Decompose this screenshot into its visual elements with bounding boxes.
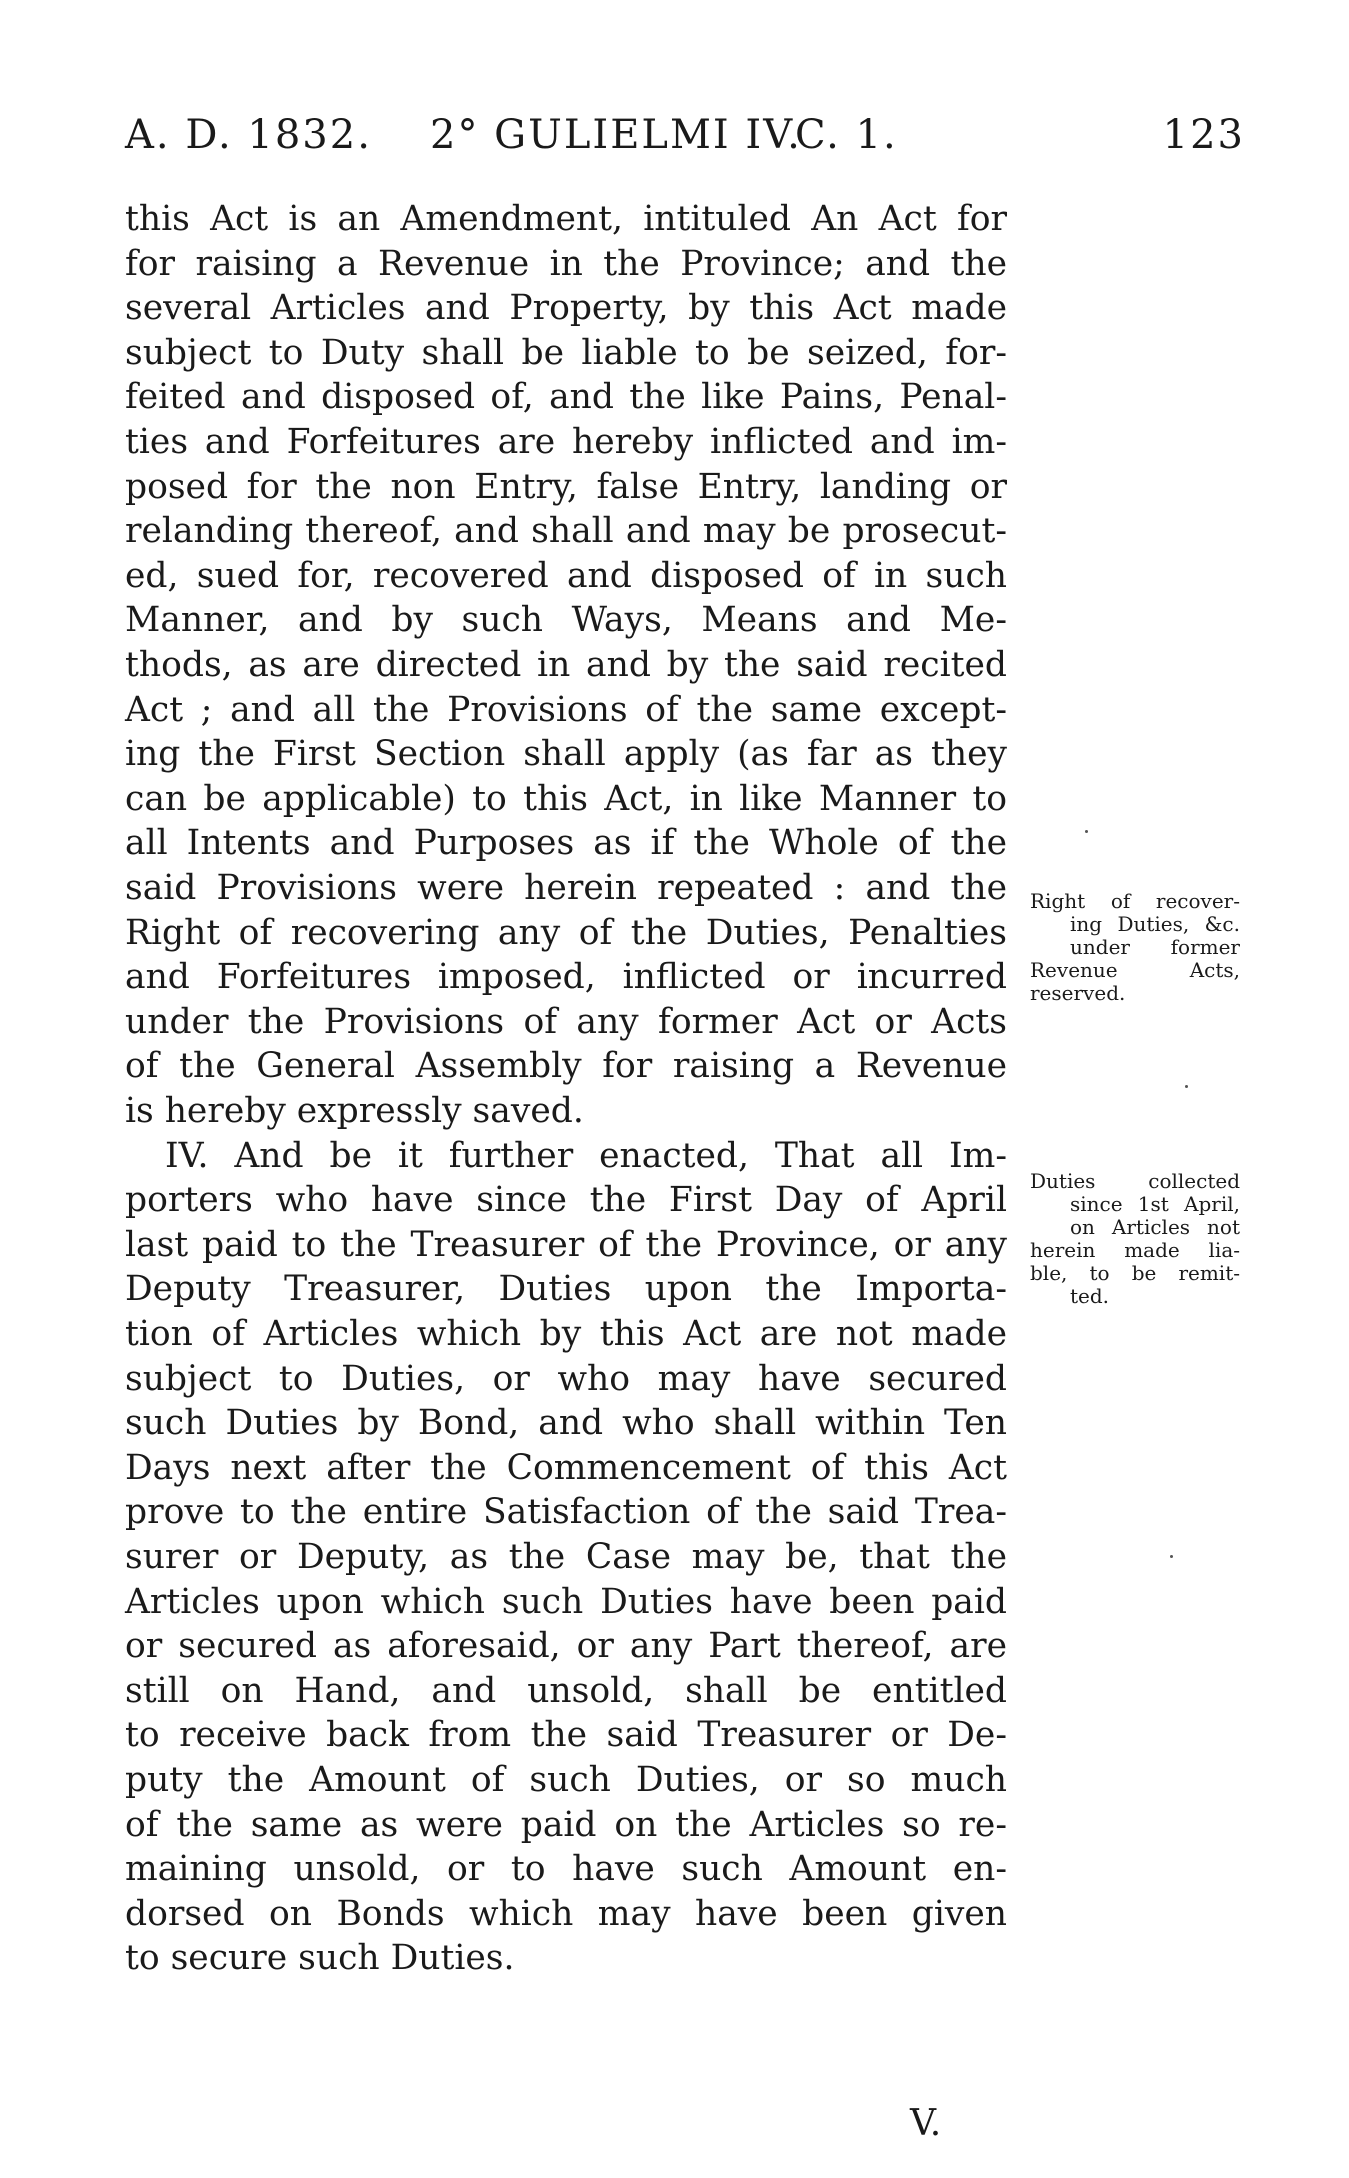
running-header [125,112,1245,172]
text-line: IV. And be it further enacted, That all Im- [165,1135,1007,1176]
text-line: Act ; and all the Provisions of the same except- [125,689,1007,730]
header-year: A. D. 1832. [125,112,372,158]
print-speck [1185,1085,1188,1088]
text-line: surer or Deputy, as the Case may be, that the [125,1537,1007,1577]
text-line: puty the Amount of such Duties, or so much [125,1760,1007,1800]
text-line: subject to Duties, or who may have secured [125,1358,1007,1399]
margin-note-line: since 1st April, [1070,1192,1240,1216]
text-line: porters who have since the First Day of April [125,1180,1007,1221]
print-speck [1170,1555,1173,1558]
text-line: prove to the entire Satisfaction of the said Trea- [125,1492,1007,1533]
text-line: Manner, and by such Ways, Means and Me- [125,600,1007,641]
text-line: ing the First Section shall apply (as far as they [125,734,1007,775]
text-line: can be applicable) to this Act, in like Manner to [125,778,1007,819]
text-line: last paid to the Treasurer of the Province, or any [125,1224,1007,1265]
margin-note-line: Revenue Acts, [1030,958,1240,982]
text-line: of the General Assembly for raising a Revenue [125,1046,1007,1087]
text-line: subject to Duty shall be liable to be seized, for- [125,332,1007,373]
text-line: posed for the non Entry, false Entry, landing or [125,466,1007,507]
text-line: said Provisions were herein repeated : and the [125,868,1007,908]
text-line: for raising a Revenue in the Province; and the [125,243,1007,284]
margin-note-line: ted. [1070,1284,1110,1308]
text-line: under the Provisions of any former Act or Acts [125,1001,1007,1042]
margin-note-duties-collected [1030,1170,1240,1308]
text-line: to receive back from the said Treasurer or De- [125,1715,1007,1756]
margin-note-right-of-recovering [1030,890,1240,1005]
text-line: thods, as are directed in and by the said recited [125,645,1007,685]
text-line: feited and disposed of, and the like Pains, Penal- [125,377,1007,418]
text-line: ties and Forfeitures are hereby inflicted and im- [125,422,1007,462]
margin-note-line: herein made lia- [1030,1238,1240,1262]
text-line: all Intents and Purposes as if the Whole of the [125,823,1007,864]
margin-note-line: ing Duties, &c. [1070,912,1240,936]
text-line: still on Hand, and unsold, shall be entitled [125,1670,1007,1711]
margin-note-line: Duties collected [1030,1169,1240,1193]
text-line: to secure such Duties. [125,1938,515,1979]
text-line: Deputy Treasurer, Duties upon the Importa- [125,1269,1007,1310]
text-line: Right of recovering any of the Duties, Penalties [125,912,1007,953]
print-speck [1085,830,1088,833]
text-line: several Articles and Property, by this Act made [125,288,1007,329]
text-line: this Act is an Amendment, intituled An Act for [125,199,1007,239]
text-line: Articles upon which such Duties have been paid [125,1581,1007,1622]
text-line: such Duties by Bond, and who shall within Ten [125,1403,1007,1444]
margin-note-line: Right of recover- [1030,889,1240,913]
header-chapter: C. 1. [795,112,898,158]
text-line: and Forfeitures imposed, inflicted or incurred [125,957,1007,998]
margin-note-line: under former [1070,935,1240,959]
catchword: V. [910,2103,942,2144]
text-line: ed, sued for, recovered and disposed of in such [125,555,1007,596]
text-line: relanding thereof, and shall and may be prosecut- [125,511,1007,552]
margin-note-line: reserved. [1030,981,1126,1005]
margin-note-line: on Articles not [1070,1215,1240,1239]
text-line: of the same as were paid on the Articles so re- [125,1804,1007,1845]
text-line: maining unsold, or to have such Amount en- [125,1849,1007,1890]
text-line: Days next after the Commencement of this Act [125,1447,1007,1488]
text-line: tion of Articles which by this Act are not made [125,1314,1007,1354]
margin-note-line: ble, to be remit- [1030,1261,1240,1285]
text-line: dorsed on Bonds which may have been given [125,1893,1007,1934]
text-line: is hereby expressly saved. [125,1091,584,1131]
page-number: 123 [1162,112,1245,158]
text-line: or secured as aforesaid, or any Part thereof, are [125,1626,1007,1667]
header-title: 2° GULIELMI IV. [430,112,802,158]
